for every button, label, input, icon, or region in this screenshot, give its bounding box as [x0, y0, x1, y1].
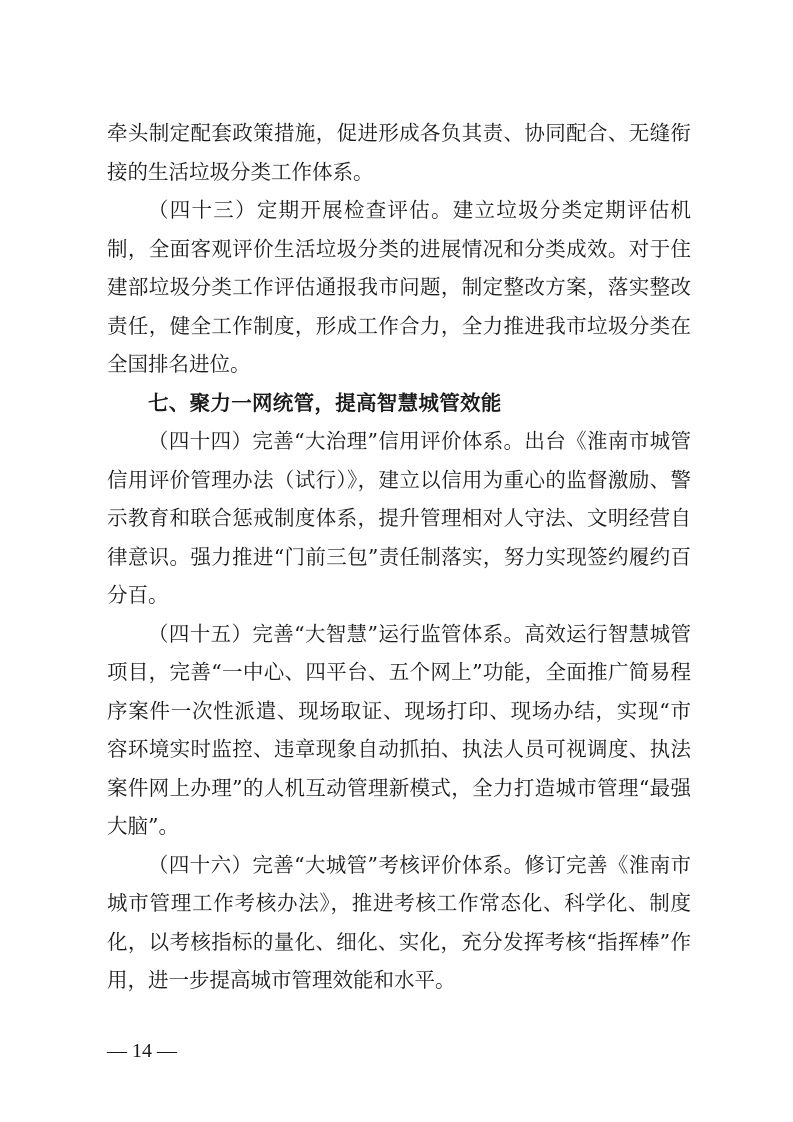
paragraph-item-43: （四十三）定期开展检查评估。建立垃圾分类定期评估机制，全面客观评价生活垃圾分类的进展情况和分类成效。对于住建部垃圾分类工作评估通报我市问题，制定整改方案，落实整改责任，健全工作制度，形成工作合力，全力推进我市垃圾分类在全国排名进位。: [107, 198, 691, 376]
page-number: — 14 —: [107, 1040, 177, 1062]
paragraph-item-46: （四十六）完善“大城管”考核评价体系。修订完善《淮南市城市管理工作考核办法》，推进考核工作常态化、科学化、制度化，以考核指标的量化、细化、实化，充分发挥考核“指挥棒”作用，进一步提高城市管理效能和水平。: [107, 852, 691, 992]
document-body: [107, 114, 691, 1000]
paragraph-item-45: （四十五）完善“大智慧”运行监管体系。高效运行智慧城管项目，完善“一中心、四平台、五个网上”功能，全面推广简易程序案件一次性派遣、现场取证、现场打印、现场办结，实现“市容环境实时监控、违章现象自动抓拍、执法人员可视调度、执法案件网上办理”的人机互动管理新模式，全力打造城市管理“最强大脑”。: [107, 621, 691, 838]
paragraph-item-44: （四十四）完善“大治理”信用评价体系。出台《淮南市城管信用评价管理办法（试行）》，建立以信用为重心的监督激励、警示教育和联合惩戒制度体系，提升管理相对人守法、文明经营自律意识。强力推进“门前三包”责任制落实，努力实现签约履约百分百。: [107, 429, 691, 607]
section-heading-7: 七、聚力一网统管，提高智慧城管效能: [148, 390, 502, 415]
paragraph-continued: 牵头制定配套政策措施，促进形成各负其责、协同配合、无缝衔接的生活垃圾分类工作体系。: [107, 121, 691, 184]
